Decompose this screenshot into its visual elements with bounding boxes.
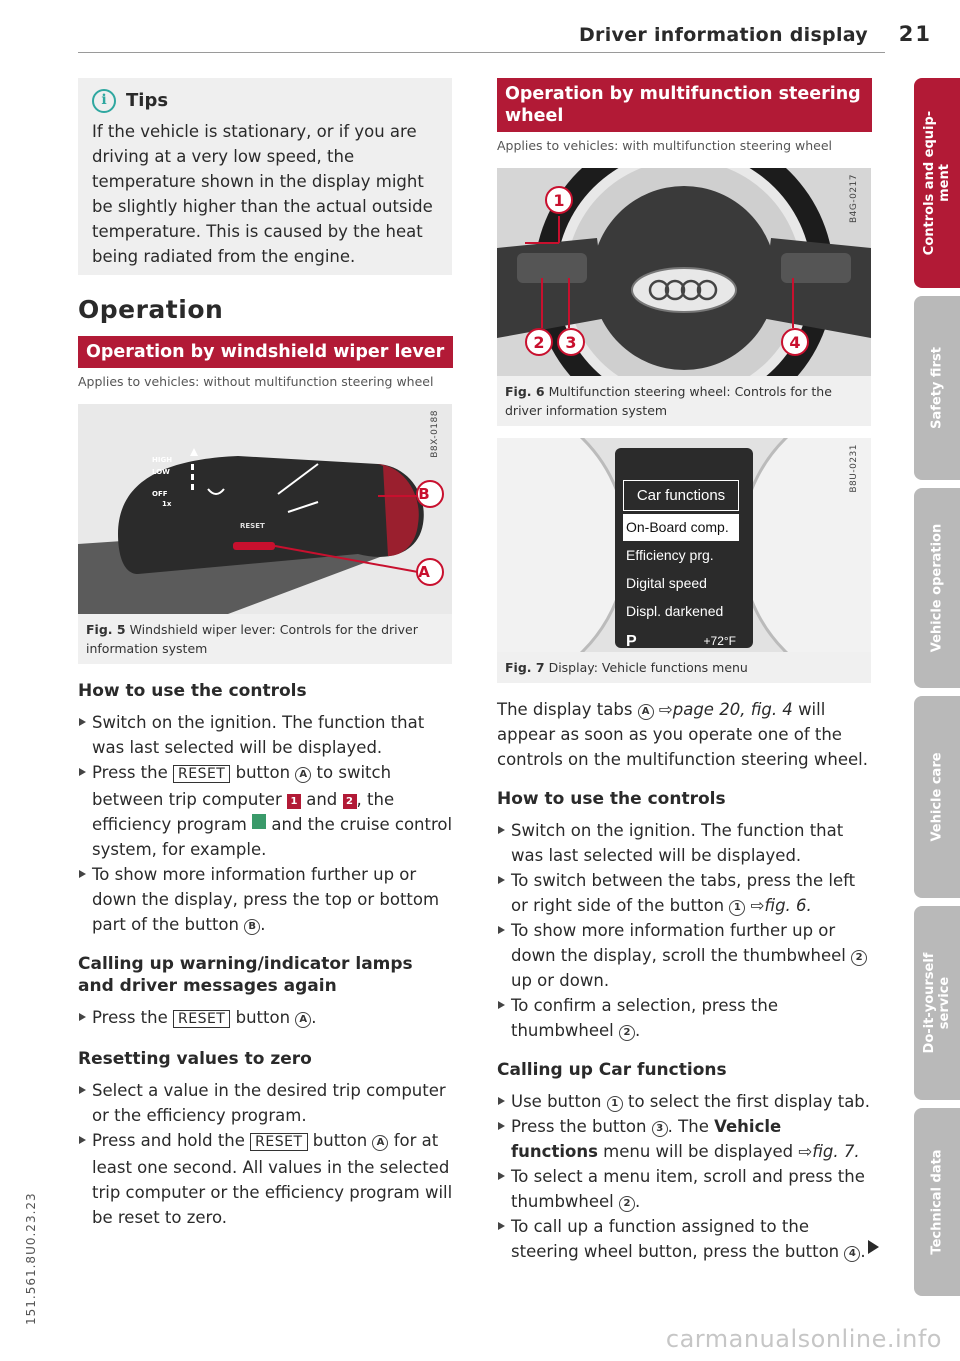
figure-6-caption: Fig. 6 Multifunction steering wheel: Controls for the driver information system (497, 376, 871, 426)
page-number: 21 (898, 22, 932, 46)
intro-paragraph: The display tabs A ⇨page 20, fig. 4 will appear as soon as you operate one of the controls on the multifunction steering wheel. (497, 700, 868, 769)
svg-text:A: A (418, 563, 430, 581)
watermark: carmanualsonline.info (665, 1325, 942, 1353)
svg-text:2: 2 (533, 333, 545, 352)
list-item: To show more information further up or down the display, scroll the thumbwheel 2 up or down. (497, 918, 872, 993)
list-item: Press the button 3 . The Vehicle functions menu will be displayed ⇨fig. 7. (497, 1114, 872, 1164)
svg-text:HIGH: HIGH (152, 456, 173, 464)
reset-key: RESET (173, 765, 230, 783)
list-item: To select a menu item, scroll and press the thumbwheel 2 . (497, 1164, 872, 1214)
how-to-use-heading: How to use the controls (497, 789, 726, 809)
how-to-steps-left (78, 710, 453, 937)
list-item: Press and hold the RESET button A for at least one second. All values in the selected trip computer or the efficiency program will be reset to zero. (78, 1128, 453, 1230)
header-divider (78, 52, 885, 53)
temperature-readout: +72°F (703, 634, 736, 648)
list-item: Switch on the ignition. The function that was last selected will be displayed. (78, 710, 453, 760)
tips-text: If the vehicle is stationary, or if you are driving at a very low speed, the temperature shown in the display might be slightly higher than the actual outside temperature. This is caused by the heat being radiated from the engine. (92, 122, 433, 266)
list-item: To switch between the tabs, press the left or right side of the button 1 ⇨fig. 6. (497, 868, 872, 918)
list-item: Select a value in the desired trip computer or the efficiency program. (78, 1078, 453, 1128)
car-functions-steps (497, 1089, 872, 1264)
svg-text:OFF: OFF (152, 490, 168, 498)
applies-note: Applies to vehicles: with multifunction steering wheel (497, 138, 832, 153)
tab-safety-first[interactable]: Safety first (914, 296, 960, 480)
tips-title: Tips (126, 90, 169, 111)
list-item: To call up a function assigned to the steering wheel button, press the button 4 . (497, 1214, 872, 1264)
figure-6 (497, 168, 871, 426)
tab-technical-data[interactable]: Technical data (914, 1108, 960, 1296)
right-column (497, 78, 872, 1264)
calling-up-heading: Calling up warning/indicator lamps and driver messages again (78, 954, 413, 996)
operation-heading: Operation (78, 295, 224, 324)
menu-item: Efficiency prg. (626, 547, 714, 563)
menu-item: Digital speed (626, 575, 707, 591)
menu-item: Displ. darkened (626, 603, 724, 619)
tab-do-it-yourself-service[interactable]: Do-it-yourself service (914, 906, 960, 1100)
status-row (623, 629, 739, 652)
figure-7-caption: Fig. 7 Display: Vehicle functions menu (497, 652, 871, 683)
figure-code: B8U-0231 (849, 444, 859, 493)
continue-arrow-icon (868, 1240, 879, 1254)
list-item: To show more information further up or down the display, press the top or bottom part of the button B . (78, 862, 453, 937)
menu-panel (623, 480, 739, 652)
list-item: To confirm a selection, press the thumbwheel 2 . (497, 993, 872, 1043)
menu-title: Car functions (623, 480, 739, 511)
display-menu-illustration (497, 438, 871, 652)
trip-1-icon: 1 (287, 794, 301, 809)
wiper-lever-illustration (78, 404, 452, 614)
info-icon: i (92, 89, 116, 113)
car-functions-heading: Calling up Car functions (497, 1060, 727, 1080)
left-column (78, 78, 453, 1230)
section-title-wiper: Operation by windshield wiper lever (78, 336, 453, 368)
figure-5-caption: Fig. 5 Windshield wiper lever: Controls for the driver information system (78, 614, 452, 664)
applies-note: Applies to vehicles: without multifunction steering wheel (78, 374, 434, 389)
section-title-steering: Operation by multifunction steering wheel (497, 78, 872, 132)
gear-indicator: P (626, 633, 637, 650)
wiper-lever-svg (78, 404, 452, 614)
svg-text:LOW: LOW (152, 468, 170, 476)
reset-steps (78, 1078, 453, 1230)
svg-text:1x: 1x (162, 500, 172, 508)
menu-item: On-Board comp. (623, 514, 739, 541)
calling-steps (78, 1005, 453, 1032)
efficiency-icon (252, 814, 266, 829)
svg-text:1: 1 (553, 191, 565, 210)
figure-7 (497, 438, 871, 683)
tips-box (78, 78, 452, 275)
steering-wheel-svg (497, 168, 871, 376)
steering-wheel-illustration (497, 168, 871, 376)
list-item: Press the RESET button A . (78, 1005, 453, 1032)
list-item: Use button 1 to select the first display tab. (497, 1089, 872, 1114)
list-item: Switch on the ignition. The function that was last selected will be displayed. (497, 818, 872, 868)
tab-controls-and-equipment[interactable]: Controls and equip- ment (914, 78, 960, 288)
list-item: Press the RESET button A to switch between trip computer 1 and 2 , the efficiency program and the cruise control system, for example. (78, 760, 453, 862)
figure-code: B4G-0217 (849, 174, 859, 224)
figure-code: B8X-0188 (430, 410, 440, 458)
tab-vehicle-care[interactable]: Vehicle care (914, 696, 960, 898)
tab-vehicle-operation[interactable]: Vehicle operation (914, 488, 960, 688)
svg-text:3: 3 (565, 333, 577, 352)
figure-5 (78, 404, 452, 664)
document-code: 151.561.8U0.23.23 (24, 1192, 38, 1325)
svg-text:4: 4 (789, 333, 801, 352)
how-to-use-heading: How to use the controls (78, 681, 307, 701)
trip-2-icon: 2 (343, 794, 357, 809)
svg-text:RESET: RESET (240, 522, 265, 530)
how-to-steps-right (497, 818, 872, 1043)
resetting-heading: Resetting values to zero (78, 1049, 312, 1069)
page-header-title: Driver information display (578, 24, 868, 46)
svg-text:B: B (418, 485, 430, 503)
